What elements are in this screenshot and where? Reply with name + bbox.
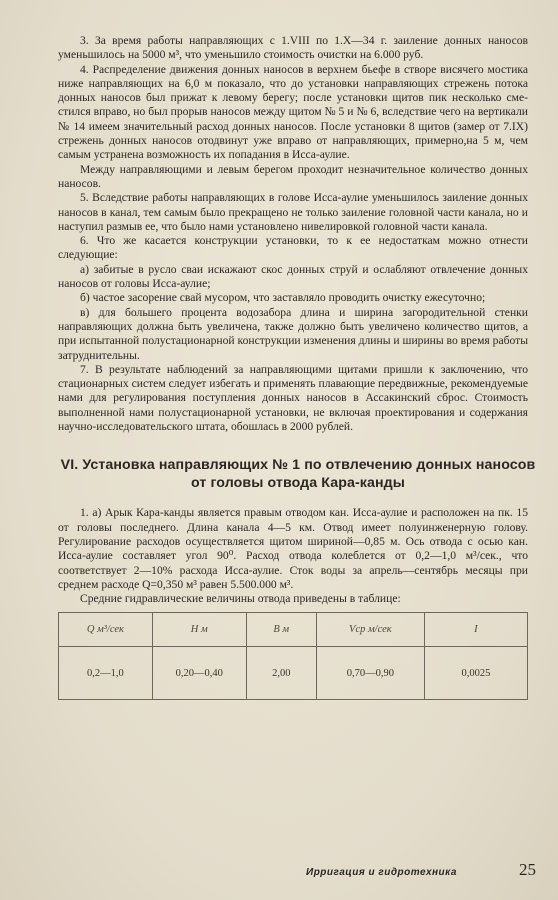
- table-header-i: I: [424, 613, 527, 647]
- table-cell-q: 0,2—1,0: [59, 647, 153, 700]
- page-footer: [306, 860, 536, 880]
- paragraph-6c: в) для большего процента водозабора длина и ширина загородительной стенки направляющих должна быть увеличена, также должно быть увеличено количество щитов, а при испытанной полустационарной конструкции изменения длины и ширины во время работы затруднительны.: [58, 305, 528, 362]
- section-heading: VI. Установка направляющих № 1 по отвлечению донных наносов от головы отвода Кара-канды: [60, 457, 536, 492]
- paragraph-6: 6. Что же касается конструкции установки, то к ее недостаткам можно отнести следующие:: [58, 234, 528, 262]
- table-cell-b: 2,00: [246, 647, 316, 700]
- journal-title: Ирригация и гидротехника: [306, 867, 457, 878]
- paragraph-3: 3. За время работы направляющих с 1.VIII по 1.X—34 г. заиление донных наносов уменьшилось на 5000 м³, что уменьшило стоимость очистки на 6.000 руб.: [58, 34, 528, 62]
- paragraph-4-continued: Между направляющими и левым берегом проходит незначительное количество донных наносов.: [58, 162, 528, 190]
- table-row: [59, 647, 528, 700]
- paragraph-6a: а) забитые в русло сваи искажают скос донных струй и ослабляют отвлечение донных наносов от головы Исса-аулие;: [58, 262, 528, 291]
- table-cell-v: 0,70—0,90: [316, 647, 424, 700]
- hydraulic-values-table: [58, 612, 528, 700]
- table-header-row: [59, 613, 528, 647]
- table-cell-i: 0,0025: [424, 647, 527, 700]
- paragraph-6b: б) частое засорение свай мусором, что заставляло проводить очистку ежесуточно;: [80, 291, 486, 305]
- table-header-b: B м: [246, 613, 316, 647]
- page-number: 25: [519, 860, 536, 879]
- table-header-h: H м: [152, 613, 246, 647]
- paragraph-1a: 1. а) Арык Кара-канды является правым отводом кан. Исса-аулие и расположен на пк. 15 от головы последнего. Длина канала 4—5 км. Отвод имеет полуинженерную голову. Регулирование расходов осуществляется щитом шириной—0,85 м. Ось отвода с осью кан. Исса-аулие составляет угол 90⁰. Расход отвода колеблется от 0,2—1,0 м³/сек., что соответствует 2—10% расхода Исса-аулие. Сток воды за апрель—сентябрь месяцы при среднем расходе Q=0,350 м³ равен 5.500.000 м³.: [58, 506, 528, 591]
- table-header-v: Vср м/сек: [316, 613, 424, 647]
- text-block-bottom: [58, 506, 528, 606]
- paragraph-7: 7. В результате наблюдений за направляющими щитами пришли к заключению, что стационарных систем следует избегать и применять плавающие передвижные, рекомендуемые нами для регулирования поступления донных наносов в Ассакинский сброс. Стоимость выполненной нами полустационарной установки, не включая проектирования и содержания научно-исследовательского штата, обошлась в 2000 рублей.: [58, 362, 528, 434]
- text-block-top: [58, 34, 528, 434]
- paragraph-5: 5. Вследствие работы направляющих в голове Исса-аулие уменьшилось заиление донных наносов в канал, тем самым было прекращено не только заиление головной части канала, но и наступил размыв ее, что было нами установлено нивелировкой головной части канала.: [58, 191, 528, 233]
- paragraph-4: 4. Распределение движения донных наносов в верхнем бьефе в створе висячего мостика ниже направляющих на 6,0 м показало, что до установки направляющих стрежень потока донных наносов был прижат к левому берегу; после установки щитов пик несколько сместился вправо, но был прорыв наносов между щитом № 5 и № 6, вследствие чего на вертикали № 14 имеем значительный расход донных наносов. После установки 8 щитов (замер от 7.IX) стрежень донных наносов отодвинут уже вправо от направляющих, примерно,на 5 м, чем самым устранена возможность их попадания в Исса-аулие.: [58, 62, 528, 162]
- table-cell-h: 0,20—0,40: [152, 647, 246, 700]
- table-header-q: Q м³/сек: [59, 613, 153, 647]
- paragraph-table-intro: Средние гидравлические величины отвода приведены в таблице:: [80, 592, 401, 606]
